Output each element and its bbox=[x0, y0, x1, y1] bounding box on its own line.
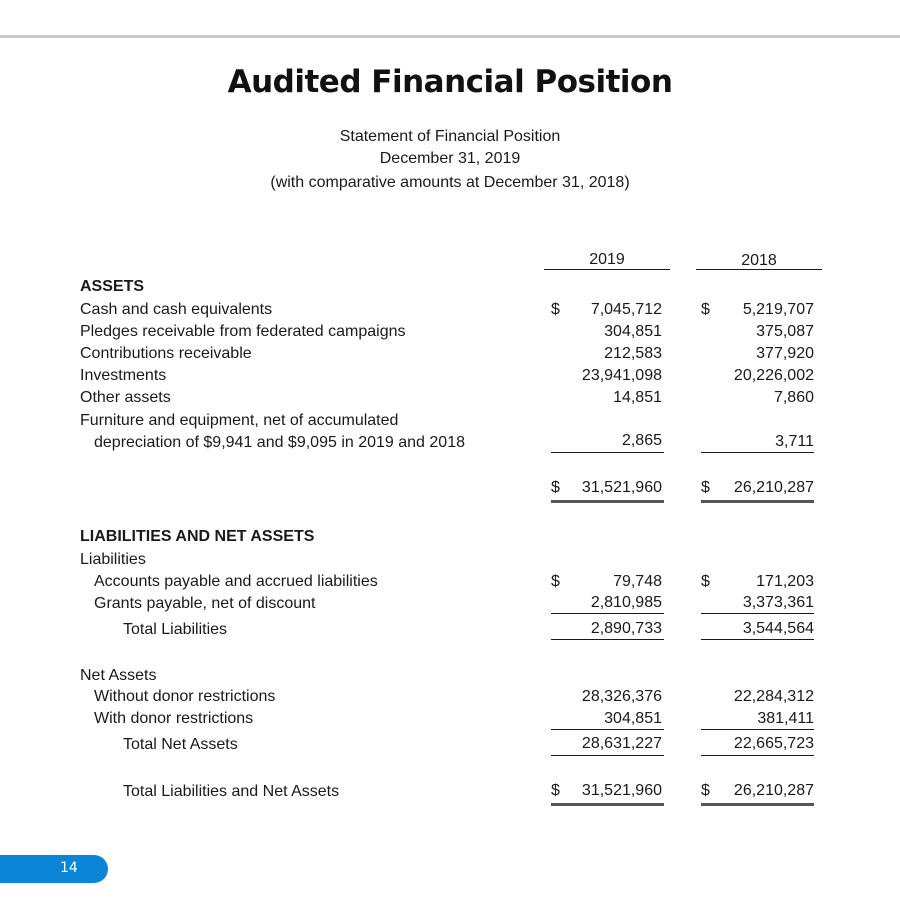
net-asset-value-2018: 22,284,312 bbox=[733, 688, 814, 705]
subtotal-rule-2018 bbox=[701, 452, 814, 453]
asset-value-2019: 23,941,098 bbox=[581, 367, 662, 384]
asset-value-2019: 7,045,712 bbox=[590, 301, 662, 318]
top-rule bbox=[0, 35, 900, 38]
total-liabilities-label: Total Liabilities bbox=[123, 621, 228, 638]
liability-label: Grants payable, net of discount bbox=[94, 595, 316, 612]
currency-symbol: $ bbox=[551, 573, 560, 590]
currency-symbol: $ bbox=[701, 479, 710, 496]
net-asset-value-2018: 381,411 bbox=[757, 710, 814, 727]
liability-value-2018: 3,373,361 bbox=[742, 594, 814, 611]
asset-value-2019: 212,583 bbox=[604, 345, 662, 362]
total-double-rule-2018 bbox=[701, 500, 814, 503]
grand-total-2019: 31,521,960 bbox=[581, 782, 662, 799]
asset-value-2018: 375,087 bbox=[756, 323, 814, 340]
page-title: Audited Financial Position bbox=[227, 64, 673, 100]
asset-label: Cash and cash equivalents bbox=[80, 301, 273, 318]
currency-symbol: $ bbox=[701, 782, 710, 799]
net-asset-label: With donor restrictions bbox=[94, 710, 254, 727]
total-double-rule-2019 bbox=[551, 803, 664, 806]
asset-label: Other assets bbox=[80, 389, 171, 406]
total-net-assets-label: Total Net Assets bbox=[123, 736, 238, 753]
asset-value-2019: 14,851 bbox=[613, 389, 662, 406]
asset-label-continued: depreciation of $9,941 and $9,095 in 2019 and 2018 bbox=[94, 434, 465, 451]
net-asset-value-2019: 28,326,376 bbox=[581, 688, 662, 705]
asset-value-2019: 2,865 bbox=[621, 432, 662, 449]
subtotal-rule-2019 bbox=[551, 755, 664, 756]
subtotal-rule-2018 bbox=[701, 729, 814, 730]
liability-label: Accounts payable and accrued liabilities bbox=[94, 573, 378, 590]
total-assets-2019: 31,521,960 bbox=[581, 479, 662, 496]
grand-total-label: Total Liabilities and Net Assets bbox=[123, 783, 340, 800]
net-assets-label: Net Assets bbox=[80, 667, 157, 684]
subtotal-rule-2018 bbox=[701, 639, 814, 640]
statement-date: December 31, 2019 bbox=[379, 150, 521, 167]
total-assets-2018: 26,210,287 bbox=[733, 479, 814, 496]
subtotal-rule-2019 bbox=[551, 729, 664, 730]
statement-comparative-note: (with comparative amounts at December 31, 2018) bbox=[270, 174, 630, 191]
asset-label: Investments bbox=[80, 367, 167, 384]
net-asset-value-2019: 304,851 bbox=[604, 710, 662, 727]
liabilities-label: Liabilities bbox=[80, 551, 146, 568]
asset-value-2018: 20,226,002 bbox=[733, 367, 814, 384]
asset-value-2018: 7,860 bbox=[773, 389, 814, 406]
currency-symbol: $ bbox=[701, 573, 710, 590]
net-asset-label: Without donor restrictions bbox=[94, 688, 276, 705]
grand-total-2018: 26,210,287 bbox=[733, 782, 814, 799]
page-number: 14 bbox=[60, 860, 78, 876]
total-net-assets-2018: 22,665,723 bbox=[733, 735, 814, 752]
subtotal-rule-2018 bbox=[701, 755, 814, 756]
subtotal-rule-2019 bbox=[551, 639, 664, 640]
total-double-rule-2018 bbox=[701, 803, 814, 806]
asset-label: Pledges receivable from federated campaigns bbox=[80, 323, 406, 340]
currency-symbol: $ bbox=[551, 479, 560, 496]
liability-value-2019: 2,810,985 bbox=[590, 594, 662, 611]
subtotal-rule-2019 bbox=[551, 613, 664, 614]
page-number-badge bbox=[0, 855, 108, 883]
currency-symbol: $ bbox=[701, 301, 710, 318]
currency-symbol: $ bbox=[551, 782, 560, 799]
currency-symbol: $ bbox=[551, 301, 560, 318]
asset-value-2018: 3,711 bbox=[775, 433, 814, 450]
subtotal-rule-2019 bbox=[551, 452, 664, 453]
header-underline-2018 bbox=[696, 269, 822, 270]
header-underline-2019 bbox=[544, 269, 670, 270]
total-liabilities-2019: 2,890,733 bbox=[590, 620, 662, 637]
subtotal-rule-2018 bbox=[701, 613, 814, 614]
total-double-rule-2019 bbox=[551, 500, 664, 503]
liability-value-2019: 79,748 bbox=[613, 573, 662, 590]
statement-name: Statement of Financial Position bbox=[339, 128, 561, 145]
liability-value-2018: 171,203 bbox=[756, 573, 814, 590]
asset-value-2019: 304,851 bbox=[604, 323, 662, 340]
column-header-2019: 2019 bbox=[589, 251, 625, 268]
asset-value-2018: 5,219,707 bbox=[742, 301, 814, 318]
asset-value-2018: 377,920 bbox=[756, 345, 814, 362]
asset-label: Furniture and equipment, net of accumulated bbox=[80, 412, 399, 429]
column-header-2018: 2018 bbox=[741, 252, 777, 269]
liabilities-net-assets-heading: LIABILITIES AND NET ASSETS bbox=[80, 528, 315, 545]
total-liabilities-2018: 3,544,564 bbox=[742, 620, 814, 637]
total-net-assets-2019: 28,631,227 bbox=[581, 735, 662, 752]
asset-label: Contributions receivable bbox=[80, 345, 252, 362]
assets-heading: ASSETS bbox=[80, 278, 145, 295]
